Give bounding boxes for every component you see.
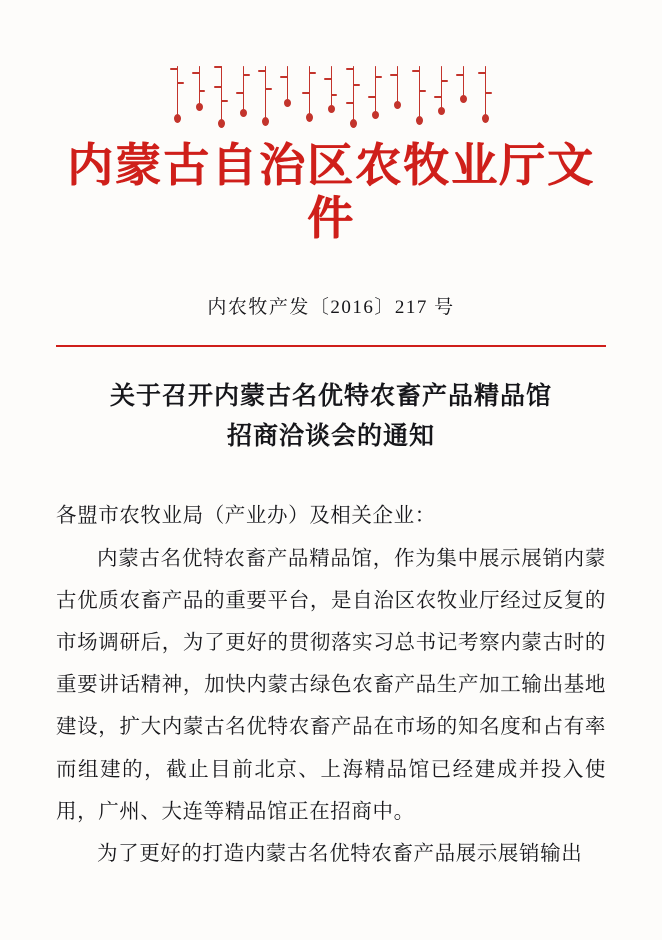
- subject-heading: [56, 377, 606, 457]
- subject-line-2: 招商洽谈会的通知: [226, 423, 435, 451]
- mongolian-glyph: [371, 62, 380, 130]
- document-title: 内蒙古自治区农牧业厅文件: [67, 140, 595, 244]
- document-page: [0, 62, 662, 940]
- mongolian-glyph: [437, 62, 446, 130]
- mongolian-glyph: [393, 62, 402, 130]
- body-paragraph-salutation: 各盟市农牧业局（产业办）及相关企业：: [56, 505, 436, 528]
- document-body: [56, 495, 606, 875]
- mongolian-glyph: [173, 62, 182, 130]
- mongolian-glyph: [305, 62, 314, 130]
- mongolian-glyph: [327, 62, 336, 130]
- mongolian-glyph: [415, 62, 424, 130]
- red-separator-rule: [56, 345, 606, 348]
- mongolian-glyph: [217, 62, 226, 130]
- body-paragraph-2: 为了更好的打造内蒙古名优特农畜产品展示展销输出: [97, 843, 583, 866]
- mongolian-glyph: [459, 62, 468, 130]
- mongolian-glyph: [239, 62, 248, 130]
- mongolian-glyph: [195, 62, 204, 130]
- mongolian-glyph: [261, 62, 270, 130]
- document-number: 内农牧产发〔2016〕217 号: [207, 296, 455, 318]
- mongolian-glyph: [349, 62, 358, 130]
- subject-line-1: 关于召开内蒙古名优特农畜产品精品馆: [109, 383, 552, 411]
- mongolian-glyph: [283, 62, 292, 130]
- mongolian-script-header: [56, 62, 606, 130]
- mongolian-glyph: [481, 62, 490, 130]
- body-paragraph-1: 内蒙古名优特农畜产品精品馆，作为集中展示展销内蒙古优质农畜产品的重要平台，是自治区农牧业厅经过反复的市场调研后，为了更好的贯彻落实习总书记考察内蒙古时的重要讲话精神，加快内蒙古绿色农畜产品生产加工输出基地建设，扩大内蒙古名优特农畜产品在市场的知名度和占有率而组建的，截止目前北京、上海精品馆已经建成并投入使用，广州、大连等精品馆正在招商中。: [56, 547, 606, 823]
